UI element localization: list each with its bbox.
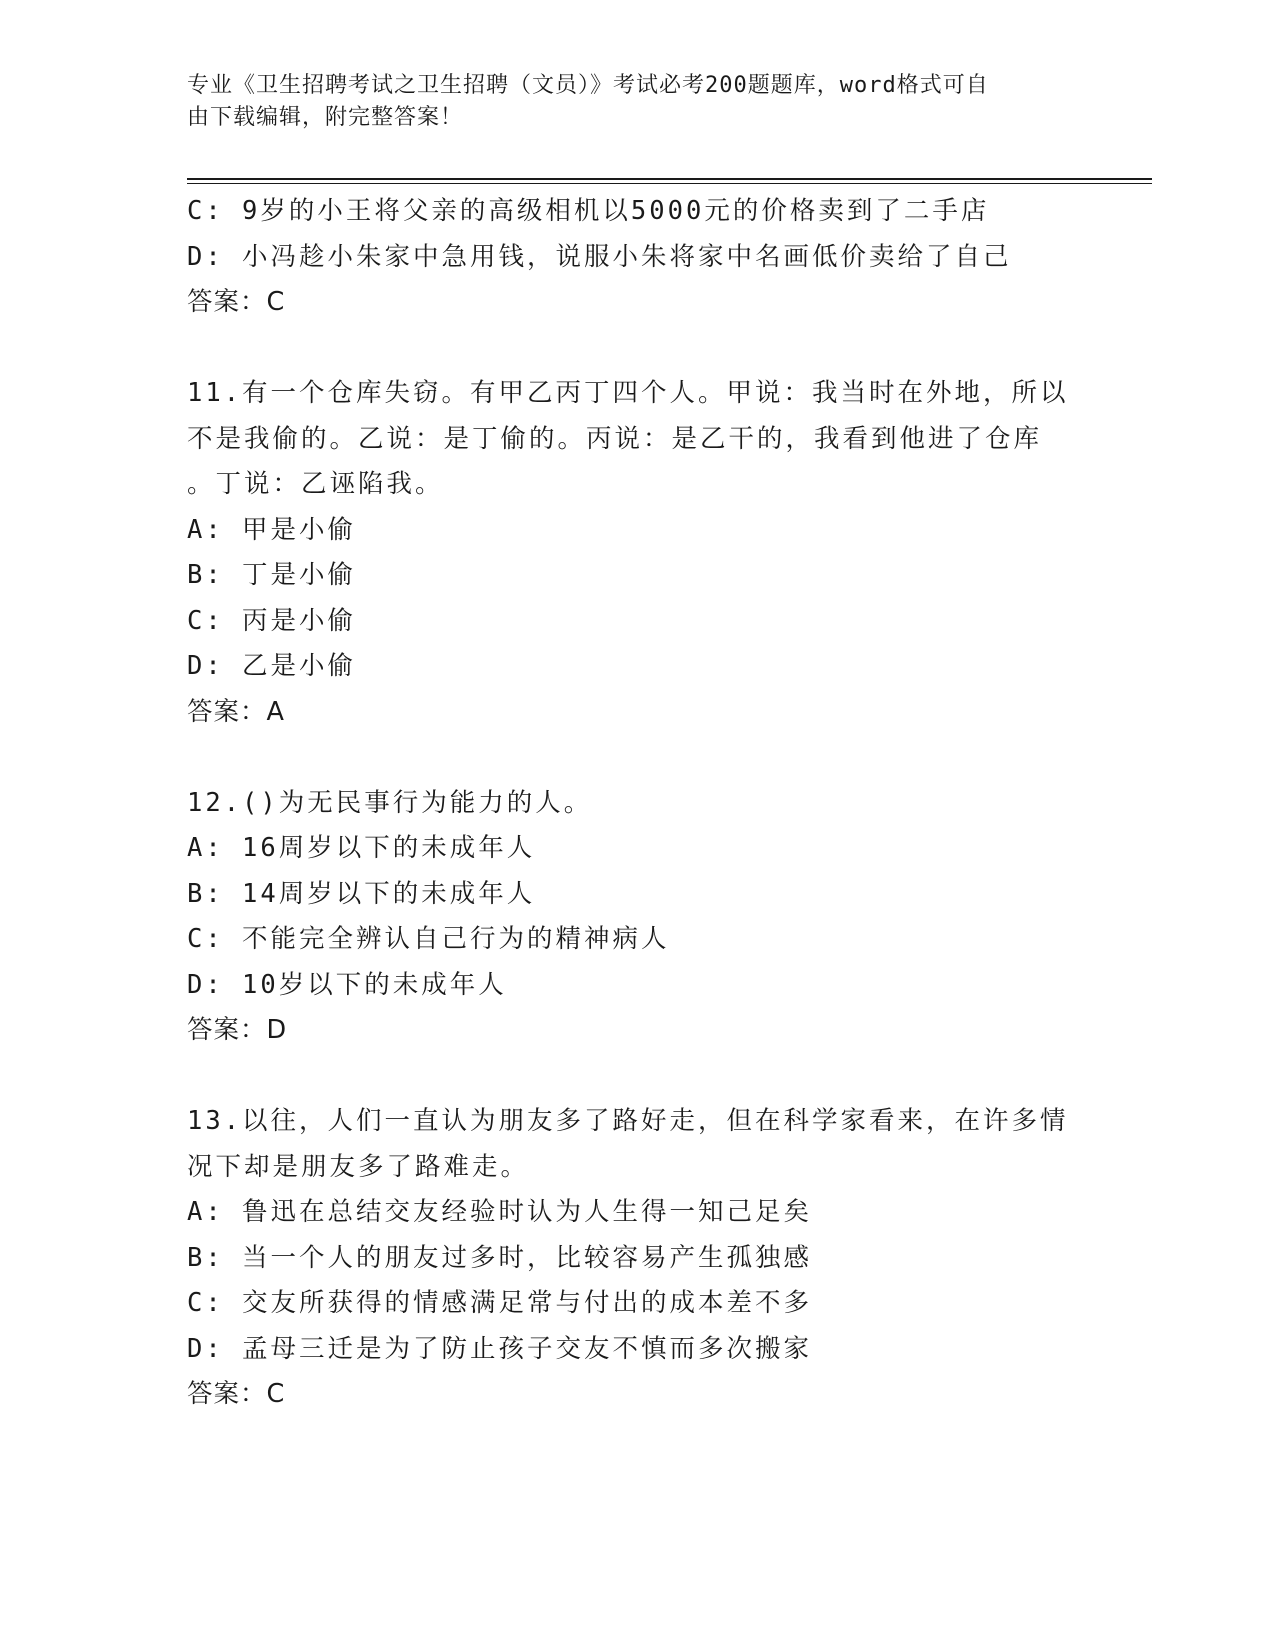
spacer [187,735,1087,781]
question-11 [187,371,1087,735]
question-stem-line: 不是我偷的。乙说：是丁偷的。丙说：是乙干的，我看到他进了仓库 [187,423,1043,454]
question-stem-line: 。丁说：乙诬陷我。 [187,469,444,499]
option-line: C: 交友所获得的情感满足常与付出的成本差不多 [187,1288,813,1318]
question-13 [187,1099,1087,1418]
header-divider-thin [187,183,1152,184]
question-12 [187,781,1087,1054]
option-line: C: 9岁的小王将父亲的高级相机以5000元的价格卖到了二手店 [187,196,990,226]
option-line: B: 14周岁以下的未成年人 [187,878,536,909]
answer-line: 答案：C [187,1379,286,1409]
header-line-1: 专业《卫生招聘考试之卫生招聘（文员）》考试必考200题题库，word格式可自 [187,73,989,98]
option-line: B: 当一个人的朋友过多时，比较容易产生孤独感 [187,1242,813,1273]
option-line: D: 乙是小偷 [187,651,357,681]
option-line: C: 不能完全辨认自己行为的精神病人 [187,924,670,954]
option-line: A: 16周岁以下的未成年人 [187,833,536,863]
document-header [187,70,1067,134]
answer-line: 答案：D [187,1015,288,1045]
option-line: D: 10岁以下的未成年人 [187,969,507,1000]
answer-line: 答案：A [187,696,285,727]
spacer [187,326,1087,372]
answer-line: 答案：C [187,287,286,317]
option-line: D: 小冯趁小朱家中急用钱，说服小朱将家中名画低价卖给了自己 [187,241,1012,272]
question-stem-line: 12.()为无民事行为能力的人。 [187,787,593,818]
option-line: A: 甲是小偷 [187,514,357,545]
question-10-continued [187,189,1087,326]
option-line: B: 丁是小偷 [187,560,357,590]
header-divider-thick [187,178,1152,180]
spacer [187,1054,1087,1100]
option-line: D: 孟母三迁是为了防止孩子交友不慎而多次搬家 [187,1333,813,1364]
question-stem-line: 况下却是朋友多了路难走。 [187,1151,530,1182]
question-stem-line: 13.以往，人们一直认为朋友多了路好走，但在科学家看来，在许多情 [187,1106,1069,1136]
header-line-2: 由下载编辑，附完整答案！ [187,105,464,130]
question-content [187,189,1087,1418]
option-line: C: 丙是小偷 [187,605,357,636]
option-line: A: 鲁迅在总结交友经验时认为人生得一知己足矣 [187,1197,813,1227]
question-stem-line: 11.有一个仓库失窃。有甲乙丙丁四个人。甲说：我当时在外地，所以 [187,378,1069,408]
